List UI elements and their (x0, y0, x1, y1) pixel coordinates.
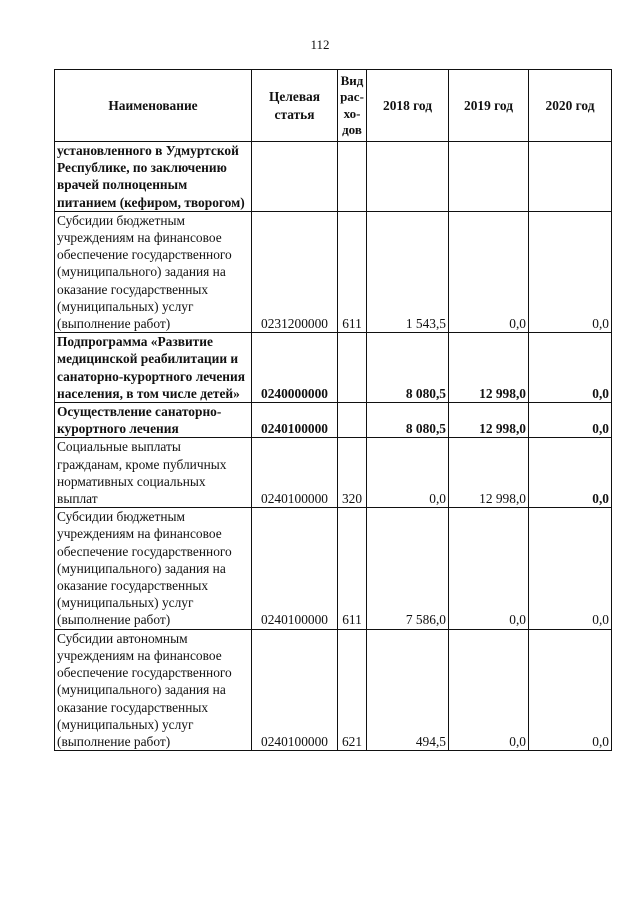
row-expense-type: 320 (338, 438, 367, 508)
row-name: Социальные выплаты гражданам, кроме публичных нормативных социальных выплат (55, 438, 252, 508)
row-target-article: 0240100000 (252, 403, 338, 438)
row-2019: 12 998,0 (449, 403, 529, 438)
row-expense-type (338, 142, 367, 212)
row-2018: 0,0 (367, 438, 449, 508)
row-2019: 12 998,0 (449, 333, 529, 403)
row-2019: 0,0 (449, 211, 529, 332)
row-2019 (449, 142, 529, 212)
row-2020: 0,0 (529, 438, 612, 508)
budget-table (54, 69, 612, 751)
row-2018: 8 080,5 (367, 333, 449, 403)
header-name: Наименование (55, 70, 252, 142)
row-2018: 1 543,5 (367, 211, 449, 332)
table-row (55, 211, 612, 332)
row-2020: 0,0 (529, 333, 612, 403)
row-2019: 0,0 (449, 508, 529, 629)
table-row (55, 438, 612, 508)
header-target-article: Целевая статья (252, 70, 338, 142)
header-2019: 2019 год (449, 70, 529, 142)
row-target-article: 0240100000 (252, 508, 338, 629)
table-header-row (55, 70, 612, 142)
row-2020: 0,0 (529, 211, 612, 332)
row-expense-type: 621 (338, 629, 367, 750)
row-name: Субсидии бюджетным учреждениям на финансовое обеспечение государственного (муниципального) задания на оказание государственных (муниципальных) услуг (выполнение работ) (55, 211, 252, 332)
row-name: установленного в Удмуртской Республике, по заключению врачей полноценным питанием (кефиром, творогом) (55, 142, 252, 212)
header-expense-type: Вид рас-хо-дов (338, 70, 367, 142)
row-2019: 0,0 (449, 629, 529, 750)
row-2020: 0,0 (529, 508, 612, 629)
row-2019: 12 998,0 (449, 438, 529, 508)
header-2020: 2020 год (529, 70, 612, 142)
row-target-article: 0240000000 (252, 333, 338, 403)
row-name: Субсидии автономным учреждениям на финансовое обеспечение государственного (муниципального) задания на оказание государственных (муниципальных) услуг (выполнение работ) (55, 629, 252, 750)
table-row (55, 333, 612, 403)
row-2020 (529, 142, 612, 212)
table-row (55, 403, 612, 438)
row-target-article: 0231200000 (252, 211, 338, 332)
row-name: Подпрограмма «Развитие медицинской реабилитации и санаторно-курортного лечения населения, в том числе детей» (55, 333, 252, 403)
row-name: Субсидии бюджетным учреждениям на финансовое обеспечение государственного (муниципального) задания на оказание государственных (муниципальных) услуг (выполнение работ) (55, 508, 252, 629)
table-row (55, 508, 612, 629)
row-target-article (252, 142, 338, 212)
page-number: 112 (310, 37, 330, 52)
row-2020: 0,0 (529, 403, 612, 438)
table-row (55, 142, 612, 212)
row-2018 (367, 142, 449, 212)
row-2018: 494,5 (367, 629, 449, 750)
row-target-article: 0240100000 (252, 438, 338, 508)
row-target-article: 0240100000 (252, 629, 338, 750)
header-2018: 2018 год (367, 70, 449, 142)
row-expense-type (338, 333, 367, 403)
row-2018: 8 080,5 (367, 403, 449, 438)
table-row (55, 629, 612, 750)
row-expense-type (338, 403, 367, 438)
row-2018: 7 586,0 (367, 508, 449, 629)
row-expense-type: 611 (338, 211, 367, 332)
row-name: Осуществление санаторно-курортного лечения (55, 403, 252, 438)
row-2020: 0,0 (529, 629, 612, 750)
row-expense-type: 611 (338, 508, 367, 629)
